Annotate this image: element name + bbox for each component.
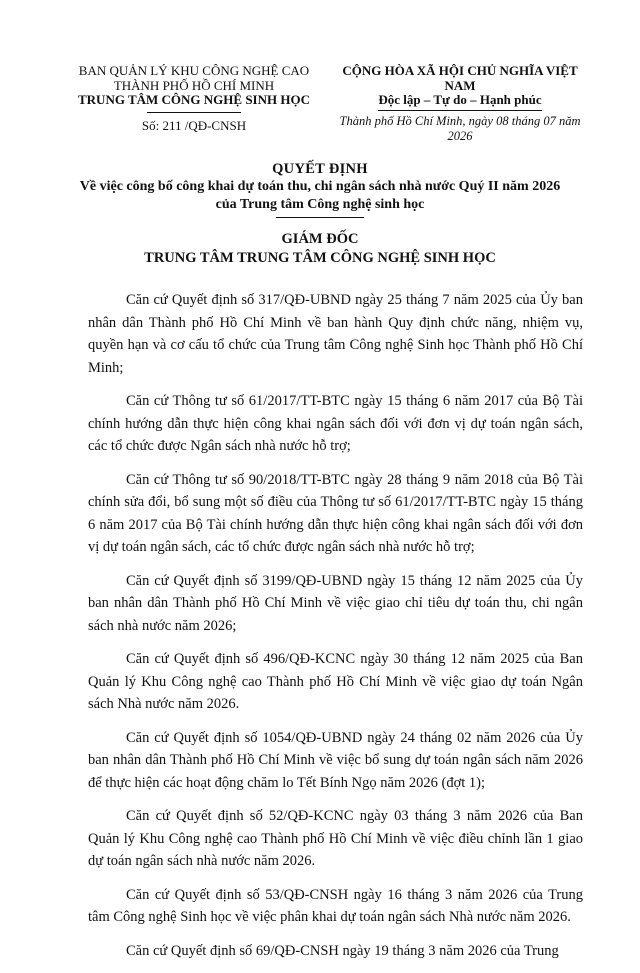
legal-basis-section <box>88 289 583 973</box>
parent-agency-line-1: BAN QUẢN LÝ KHU CÔNG NGHỆ CAO <box>78 63 310 78</box>
issuer-block <box>40 230 600 268</box>
issuer-title: GIÁM ĐỐC <box>281 231 359 247</box>
legal-basis-paragraph: Căn cứ Thông tư số 61/2017/TT-BTC ngày 15 tháng 6 năm 2017 của Bộ Tài chính hướng dẫn thực hiện công khai ngân sách đối với đơn vị dự toán ngân sách, các tổ chức được Ngân sách nhà nước hỗ trợ; <box>88 393 583 454</box>
decision-subject-line-2: của Trung tâm Công nghệ sinh học <box>215 197 425 212</box>
header-divider-left <box>147 112 241 113</box>
document-number: Số: 211 /QĐ-CNSH <box>141 117 247 133</box>
decision-subject-line-1: Về việc công bố công khai dự toán thu, chi ngân sách nhà nước Quý II năm 2026 <box>79 179 561 194</box>
issuing-agency-header <box>66 64 322 133</box>
legal-basis-paragraph: Căn cứ Quyết định số 1054/QĐ-UBND ngày 24 tháng 02 năm 2026 của Ủy ban nhân dân Thành phố Hồ Chí Minh về việc bổ sung dự toán ngân sách năm 2026 để thực hiện các hoạt động chăm lo Tết Bính Ngọ năm 2026 (đợt 1); <box>88 729 583 791</box>
legal-basis-paragraph: Căn cứ Quyết định số 317/QĐ-UBND ngày 25 tháng 7 năm 2025 của Ủy ban nhân dân Thành phố Hồ Chí Minh về ban hành Quy định chức năng, nhiệm vụ, quyền hạn và cơ cấu tổ chức của Trung tâm Công nghệ Sinh học Thành phố Hồ Chí Minh; <box>88 292 583 376</box>
legal-basis-paragraph: Căn cứ Thông tư số 90/2018/TT-BTC ngày 28 tháng 9 năm 2018 của Bộ Tài chính sửa đổi, bổ sung một số điều của Thông tư số 61/2017/TT-BTC ngày 15 tháng 6 năm 2017 của Bộ Tài chính hướng dẫn thực hiện công khai ngân sách đối với đơn vị dự toán ngân sách, các tổ chức được ngân sách nhà nước hỗ trợ; <box>88 471 583 555</box>
nation-name: CỘNG HÒA XÃ HỘI CHỦ NGHĨA VIỆT NAM <box>342 63 578 93</box>
national-header <box>328 64 592 111</box>
legal-basis-paragraph: Căn cứ Quyết định số 3199/QĐ-UBND ngày 15 tháng 12 năm 2025 của Ủy ban nhân dân Thành phố Hồ Chí Minh về việc giao chỉ tiêu dự toán thu, chi ngân sách nhà nước năm 2026; <box>88 572 583 634</box>
national-motto: Độc lập – Tự do – Hạnh phúc <box>378 93 541 111</box>
issuer-unit: TRUNG TÂM TRUNG TÂM CÔNG NGHỆ SINH HỌC <box>144 250 496 266</box>
legal-basis-paragraph: Căn cứ Quyết định số 496/QĐ-KCNC ngày 30 tháng 12 năm 2025 của Ban Quản lý Khu Công nghệ cao Thành phố Hồ Chí Minh về việc giao dự toán Ngân sách Nhà nước năm 2026. <box>88 651 583 712</box>
legal-basis-paragraph: Căn cứ Quyết định số 52/QĐ-KCNC ngày 03 tháng 3 năm 2026 của Ban Quản lý Khu Công nghệ cao Thành phố Hồ Chí Minh về việc điều chỉnh lần 1 giao dự toán ngân sách nhà nước năm 2026. <box>88 808 583 869</box>
issuing-unit-name: TRUNG TÂM CÔNG NGHỆ SINH HỌC <box>78 92 310 107</box>
place-and-date: Thành phố Hồ Chí Minh, ngày 08 tháng 07 năm 2026 <box>339 114 581 143</box>
legal-basis-paragraph: Căn cứ Quyết định số 69/QĐ-CNSH ngày 19 tháng 3 năm 2026 của Trung <box>126 942 559 959</box>
legal-basis-paragraph: Căn cứ Quyết định số 53/QĐ-CNSH ngày 16 tháng 3 năm 2026 của Trung tâm Công nghệ Sinh học về việc phân khai dự toán ngân sách Nhà nước năm 2026. <box>88 886 583 925</box>
title-divider <box>276 217 364 218</box>
document-type-title: QUYẾT ĐỊNH <box>272 161 368 177</box>
parent-agency-line-2: THÀNH PHỐ HỒ CHÍ MINH <box>113 77 275 93</box>
decision-title-block <box>40 160 600 268</box>
